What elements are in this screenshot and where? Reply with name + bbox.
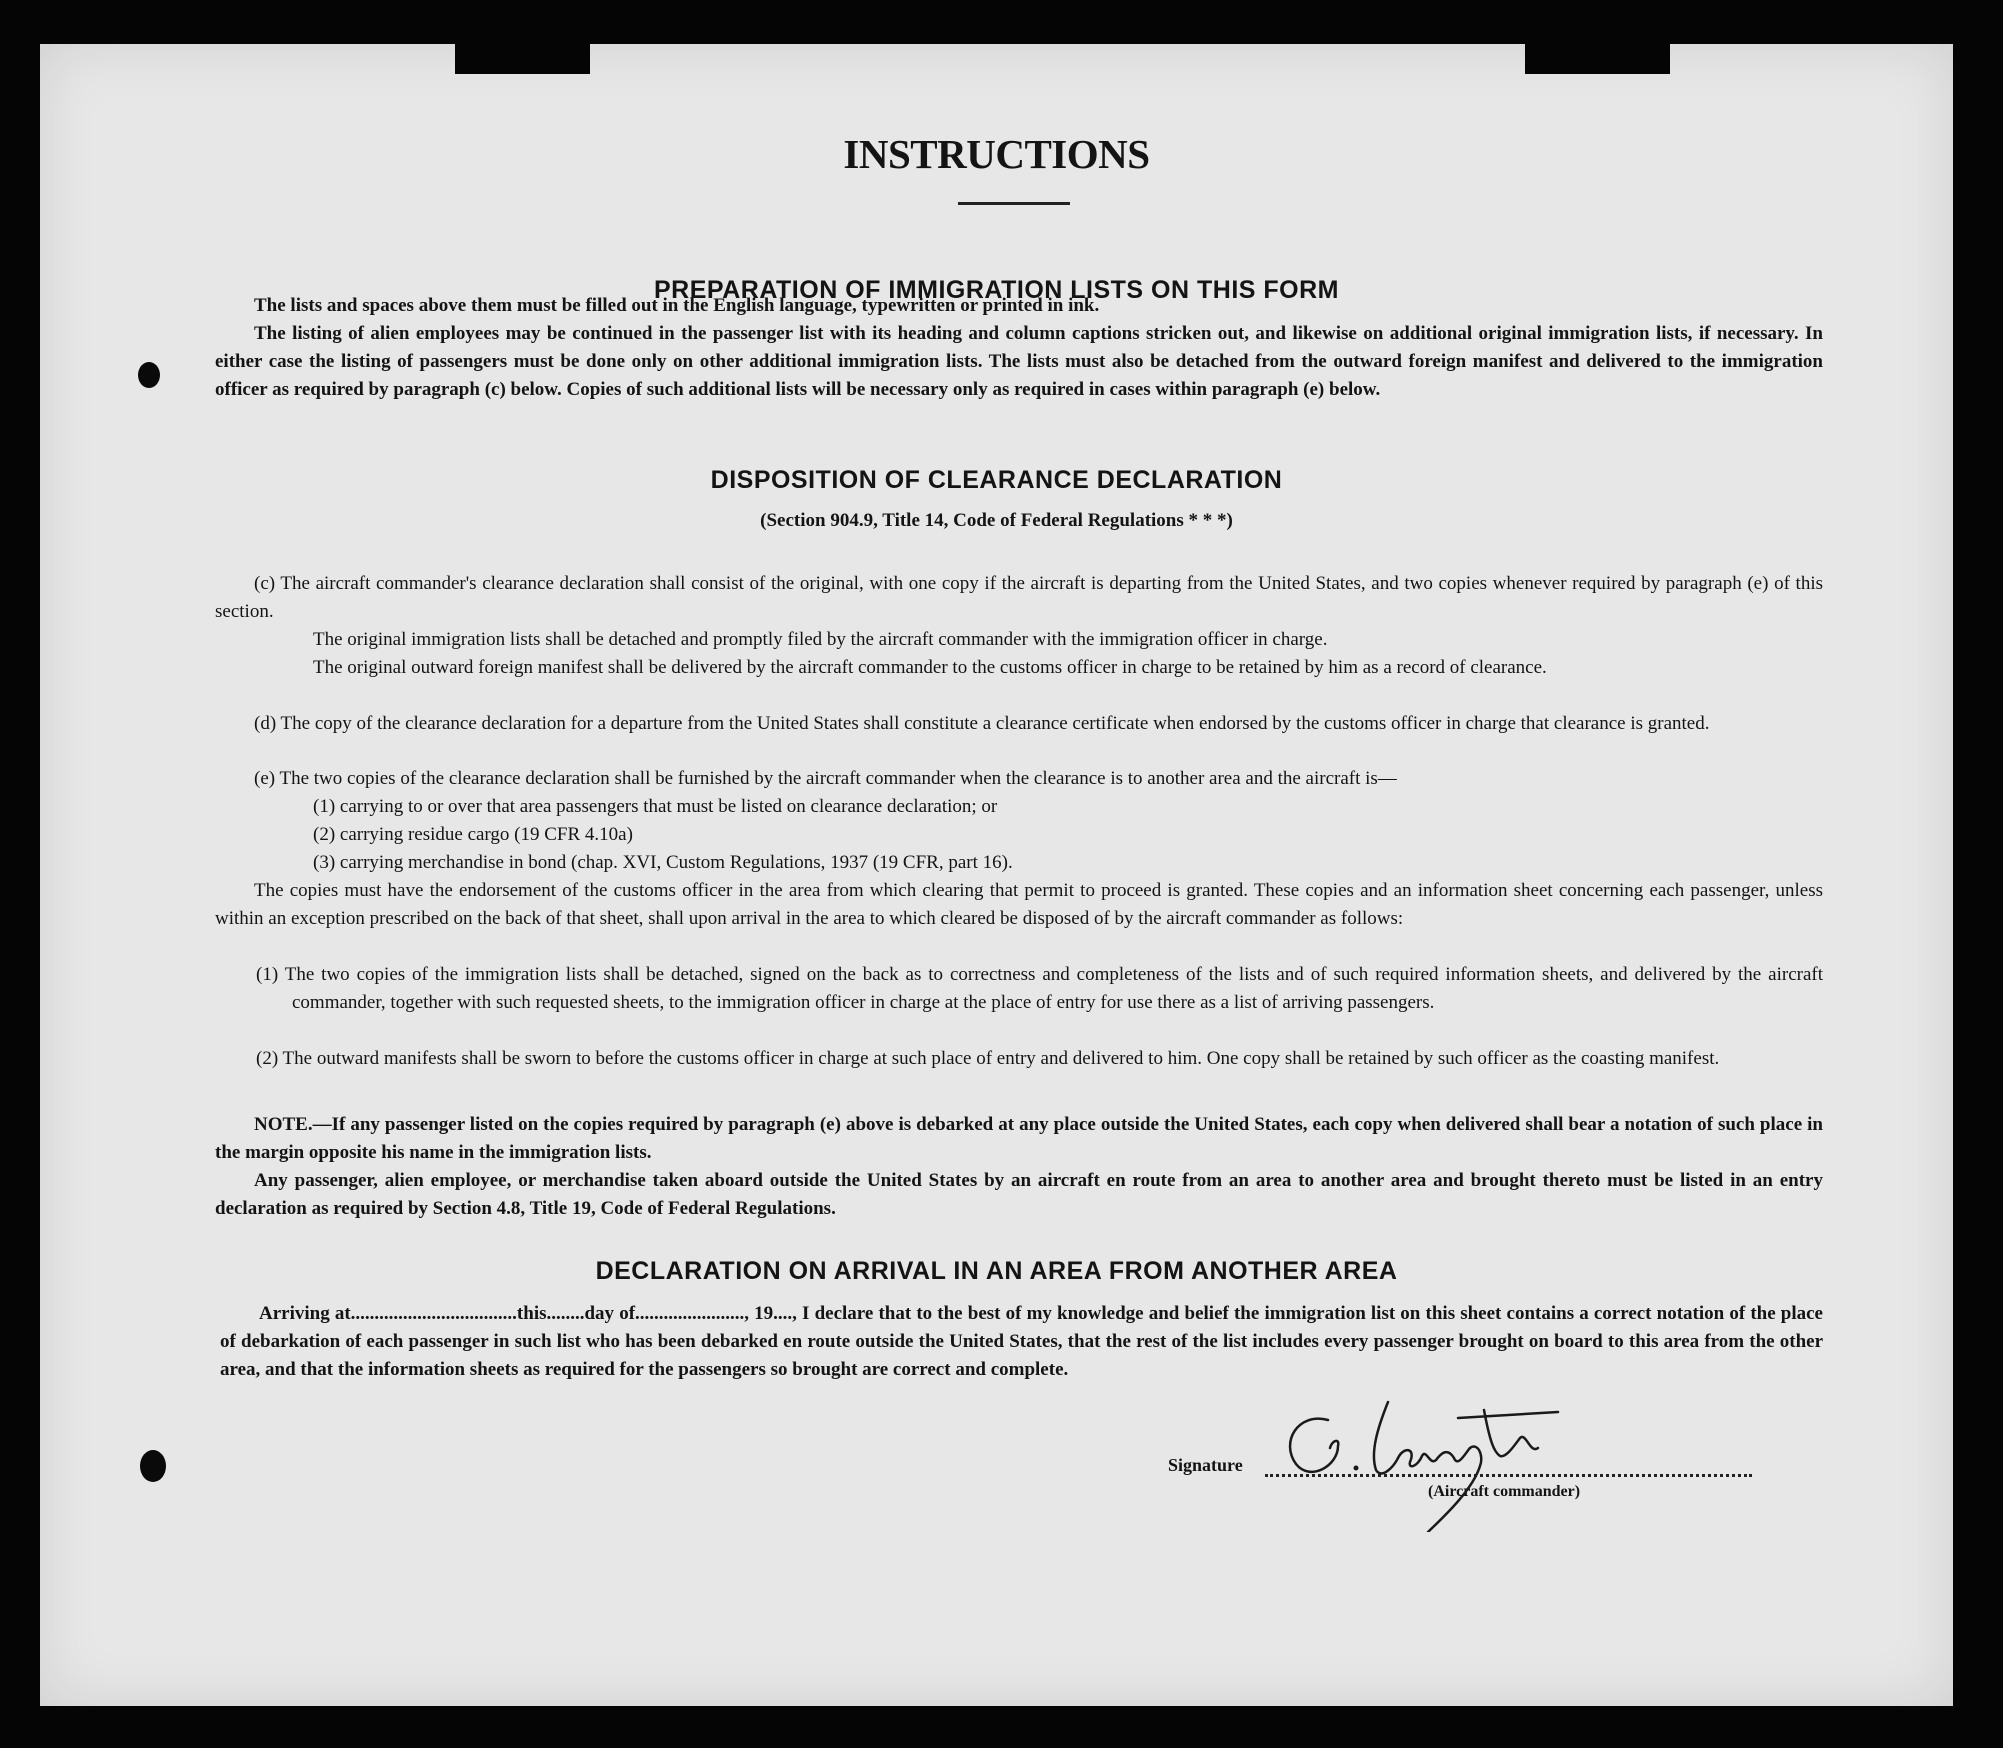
paragraph-c: (c) The aircraft commander's clearance declaration shall consist of the original, with one copy if the aircraft is departing from the United States, and two copies whenever required by paragraph (e) of this section. bbox=[215, 573, 1823, 622]
arrival-heading: DECLARATION ON ARRIVAL IN AN AREA FROM ANOTHER AREA bbox=[595, 1257, 1398, 1285]
paragraph-d: (d) The copy of the clearance declaration for a departure from the United States shall constitute a clearance certificate when endorsed by the customs officer in charge that clearance is granted. bbox=[254, 713, 1710, 734]
signature-label: Signature bbox=[1168, 1455, 1243, 1475]
punch-hole-lower bbox=[140, 1450, 166, 1482]
paragraph-e-2: (2) carrying residue cargo (19 CFR 4.10a) bbox=[313, 824, 633, 845]
signature-role: (Aircraft commander) bbox=[1428, 1483, 1581, 1500]
handwritten-signature bbox=[1258, 1382, 1598, 1532]
entry-declaration-paragraph: Any passenger, alien employee, or merchandise taken aboard outside the United States by an aircraft en route from an area to another area and brought thereto must be listed in an entry declaration as required by Section 4.8, Title 19, Code of Federal Regulations. bbox=[215, 1170, 1823, 1219]
instructions-content bbox=[40, 44, 1953, 1706]
paragraph-c-2: The original outward foreign manifest shall be delivered by the aircraft commander to the customs officer in charge to be retained by him as a record of clearance. bbox=[313, 657, 1547, 678]
disposition-subheading: (Section 904.9, Title 14, Code of Federal Regulations * * *) bbox=[760, 510, 1233, 531]
paragraph-e-3: (3) carrying merchandise in bond (chap. XVI, Custom Regulations, 1937 (19 CFR, part 16). bbox=[313, 852, 1013, 873]
paragraph-f-1: (1) The two copies of the immigration lists shall be detached, signed on the back as to correctness and completeness of the lists and of such required information sheets, and delivered by the aircraft commander, together with such requested sheets, to the immigration officer in charge at the place of entry for use there as a list of arriving passengers. bbox=[256, 964, 1823, 1013]
document-page bbox=[40, 44, 1953, 1706]
preparation-paragraph-1: The lists and spaces above them must be filled out in the English language, typewritten or printed in ink. bbox=[254, 295, 1100, 316]
paragraph-c-1: The original immigration lists shall be detached and promptly filed by the aircraft commander with the immigration officer in charge. bbox=[313, 629, 1328, 650]
paragraph-f-2: (2) The outward manifests shall be sworn to before the customs officer in charge at such place of entry and delivered to him. One copy shall be retained by such officer as the coasting manifest. bbox=[256, 1048, 1720, 1069]
preparation-paragraph-2: The listing of alien employees may be continued in the passenger list with its heading and column captions stricken out, and likewise on additional original immigration lists, if necessary. In either case the listing of passengers must be done only on other additional immigration lists. The lists must also be detached from the outward foreign manifest and delivered to the immigration officer as required by paragraph (c) below. Copies of such additional lists will be necessary only as required in cases within paragraph (e) below. bbox=[215, 323, 1823, 400]
paragraph-copies: The copies must have the endorsement of the customs officer in the area from which clearing that permit to proceed is granted. These copies and an information sheet concerning each passenger, unless within an exception prescribed on the back of that sheet, shall upon arrival in the area to which cleared be disposed of by the aircraft commander as follows: bbox=[215, 880, 1823, 929]
page-title: INSTRUCTIONS bbox=[843, 131, 1150, 177]
paragraph-e: (e) The two copies of the clearance declaration shall be furnished by the aircraft commander when the clearance is to another area and the aircraft is— bbox=[254, 768, 1397, 789]
preparation-heading: PREPARATION OF IMMIGRATION LISTS ON THIS FORM bbox=[654, 276, 1339, 304]
note-paragraph: NOTE.—If any passenger listed on the copies required by paragraph (e) above is debarked at any place outside the United States, each copy when delivered shall bear a notation of such place in the margin opposite his name in the immigration lists. bbox=[215, 1114, 1823, 1163]
arrival-declaration: Arriving at...................................this........day of......................., 19...., I declare that to the best of my knowledge and belief the immigration list on this sheet contains a correct notation of the place of debarkation of each passenger in such list who has been debarked en route outside the United States, that the rest of the list includes every passenger brought on board to this area from the other area, and that the information sheets as required for the passengers so brought are correct and complete. bbox=[220, 1303, 1823, 1380]
disposition-heading: DISPOSITION OF CLEARANCE DECLARATION bbox=[710, 466, 1283, 494]
title-underline bbox=[958, 202, 1070, 205]
punch-hole-upper bbox=[138, 362, 160, 388]
paragraph-e-1: (1) carrying to or over that area passengers that must be listed on clearance declaration; or bbox=[313, 796, 998, 817]
